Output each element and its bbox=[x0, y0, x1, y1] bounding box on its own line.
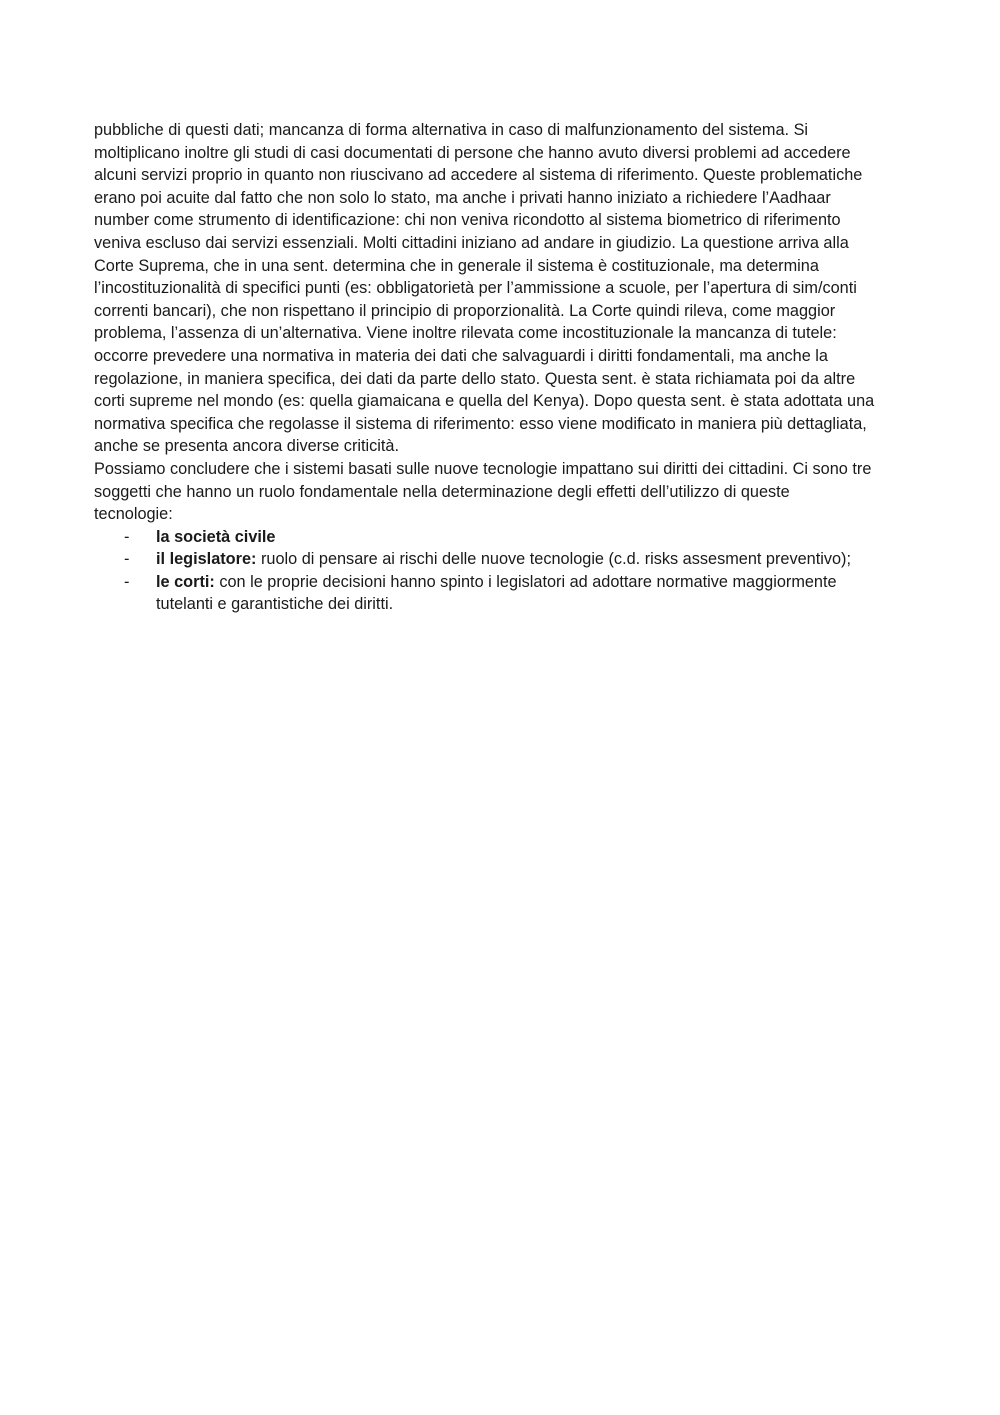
text-line: tecnologie: bbox=[94, 505, 173, 524]
text-line: anche se presenta ancora diverse criticità. bbox=[94, 437, 399, 456]
bullet-text: ruolo di pensare ai rischi delle nuove tecnologie (c.d. risks assesment preventivo); bbox=[256, 550, 851, 569]
list-item bbox=[94, 571, 906, 616]
paragraph-aadhaar bbox=[94, 119, 906, 458]
text-line: alcuni servizi proprio in quanto non riuscivano ad accedere al sistema di riferimento. Queste problematiche bbox=[94, 166, 863, 185]
text-line: Corte Suprema, che in una sent. determina che in generale il sistema è costituzionale, ma determina bbox=[94, 256, 819, 275]
document-page bbox=[94, 119, 906, 616]
text-line: pubbliche di questi dati; mancanza di forma alternativa in caso di malfunzionamento del sistema. Si bbox=[94, 121, 809, 139]
text-line: normativa specifica che regolasse il sistema di riferimento: esso viene modificato in maniera più dettagliata, bbox=[94, 414, 867, 433]
text-line: occorre prevedere una normativa in materia dei dati che salvaguardi i diritti fondamentali, ma anche la bbox=[94, 346, 828, 365]
list-item bbox=[94, 526, 906, 549]
text-line: erano poi acuite dal fatto che non solo lo stato, ma anche i privati hanno iniziato a richiedere l’Aadhaar bbox=[94, 188, 831, 207]
bullet-list bbox=[94, 526, 906, 616]
text-line: Possiamo concludere che i sistemi basati sulle nuove tecnologie impattano sui diritti dei cittadini. Ci sono tre bbox=[94, 459, 872, 478]
bullet-line bbox=[156, 526, 906, 549]
text-line: regolazione, in maniera specifica, dei dati da parte dello stato. Questa sent. è stata richiamata poi da altre bbox=[94, 369, 856, 388]
list-item bbox=[94, 548, 906, 571]
bullet-term: il legislatore: bbox=[156, 550, 257, 569]
text-line: soggetti che hanno un ruolo fondamentale nella determinazione degli effetti dell’utilizzo di queste bbox=[94, 482, 790, 501]
bullet-term: le corti: bbox=[156, 572, 215, 591]
bullet-line bbox=[156, 571, 906, 594]
text-line: corti supreme nel mondo (es: quella giamaicana e quella del Kenya). Dopo questa sent. è stata adottata una bbox=[94, 392, 875, 411]
bullet-line bbox=[156, 548, 906, 571]
text-line: veniva escluso dai servizi essenziali. Molti cittadini iniziano ad andare in giudizio. La questione arriva alla bbox=[94, 233, 849, 252]
text-line: problema, l’assenza di un’alternativa. Viene inoltre rilevata come incostituzionale la mancanza di tutele: bbox=[94, 324, 837, 343]
text-line: number come strumento di identificazione: chi non veniva ricondotto al sistema biometrico di riferimento bbox=[94, 211, 841, 230]
bullet-line: tutelanti e garantistiche dei diritti. bbox=[156, 595, 394, 614]
bullet-term: la società civile bbox=[156, 527, 276, 546]
bullet-dash: - bbox=[124, 550, 130, 569]
text-line: moltiplicano inoltre gli studi di casi documentati di persone che hanno avuto diversi problemi ad accedere bbox=[94, 143, 851, 162]
text-line: l’incostituzionalità di specifici punti (es: obbligatorietà per l’ammissione a scuole, per l’apertura di sim/conti bbox=[94, 279, 857, 298]
bullet-dash: - bbox=[124, 572, 130, 591]
bullet-text: con le proprie decisioni hanno spinto i legislatori ad adottare normative maggiormente bbox=[214, 572, 837, 591]
bullet-dash: - bbox=[124, 527, 130, 546]
text-line: correnti bancari), che non rispettano il principio di proporzionalità. La Corte quindi rileva, come maggior bbox=[94, 301, 836, 320]
paragraph-conclusion bbox=[94, 458, 906, 526]
